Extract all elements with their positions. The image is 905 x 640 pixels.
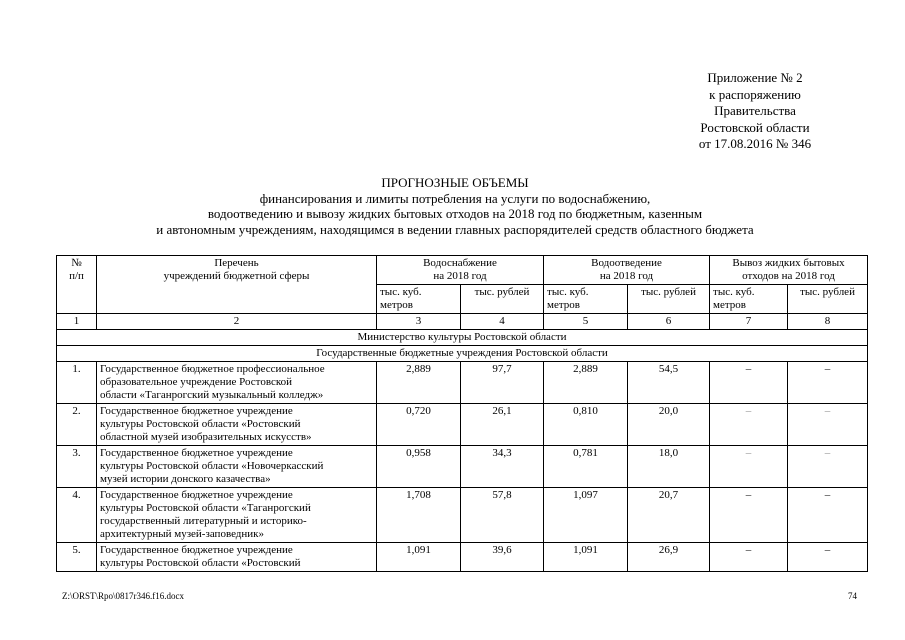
drain-rub: 54,5 [628,362,710,404]
row-number: 2. [57,404,97,446]
water-m3: 0,720 [377,404,461,446]
waste-m3: – [710,362,788,404]
document-title [100,175,810,237]
water-m3: 1,091 [377,543,461,572]
drain-m3: 0,810 [544,404,628,446]
header-institutions: Перечень учреждений бюджетной сферы [97,256,377,314]
appendix-line: Правительства [714,103,796,118]
unit-rub: тыс. рублей [788,285,868,314]
waste-rub: – [788,488,868,543]
column-number: 7 [710,314,788,330]
group-name: Государственные бюджетные учреждения Ростовской области [57,346,868,362]
column-number: 3 [377,314,461,330]
table-row [57,488,868,543]
row-number: 1. [57,362,97,404]
waste-rub: – [788,543,868,572]
institution-name: Государственное бюджетное учреждение культуры Ростовской области «Ростовский областной музей изобразительных искусств» [97,404,377,446]
unit-m3: тыс. куб. метров [710,285,788,314]
row-number: 4. [57,488,97,543]
header-waste-removal: Вывоз жидких бытовых отходов на 2018 год [710,256,868,285]
table-header-row [57,256,868,285]
drain-m3: 0,781 [544,446,628,488]
table-row [57,404,868,446]
appendix-line: Ростовской области [700,119,810,135]
institution-name: Государственное бюджетное учреждение культуры Ростовской области «Новочеркасский музей истории донского казачества» [97,446,377,488]
file-path: Z:\ORST\Rpo\0817r346.f16.docx [62,591,184,601]
water-rub: 97,7 [461,362,544,404]
row-number: 5. [57,543,97,572]
drain-rub: 20,7 [628,488,710,543]
unit-m3: тыс. куб. метров [377,285,461,314]
institution-name: Государственное бюджетное профессиональное образовательное учреждение Ростовской области «Таганрогский музыкальный колледж» [97,362,377,404]
header-drainage: Водоотведение на 2018 год [544,256,710,285]
drain-rub: 20,0 [628,404,710,446]
water-rub: 39,6 [461,543,544,572]
column-number: 6 [628,314,710,330]
drain-m3: 2,889 [544,362,628,404]
column-number: 4 [461,314,544,330]
water-m3: 2,889 [377,362,461,404]
table-row [57,446,868,488]
waste-rub: – [788,446,868,488]
drain-m3: 1,097 [544,488,628,543]
water-rub: 57,8 [461,488,544,543]
title-line: водоотведению и вывозу жидких бытовых отходов на 2018 год по бюджетным, казенным [207,206,703,221]
page-number: 74 [848,591,857,601]
title-line: и автономным учреждениям, находящимся в ведении главных распорядителей средств областного бюджета [156,221,754,237]
institution-name: Государственное бюджетное учреждение культуры Ростовской области «Таганрогский государственный литературный и историко- архитектурный музей-заповедник» [97,488,377,543]
header-number: № п/п [57,256,97,314]
water-rub: 26,1 [461,404,544,446]
table-row [57,543,868,572]
column-number-row [57,314,868,330]
appendix-block [660,70,850,153]
waste-m3: – [710,446,788,488]
unit-m3: тыс. куб. метров [544,285,628,314]
waste-m3: – [710,404,788,446]
table-row [57,362,868,404]
column-number: 8 [788,314,868,330]
title-heading: ПРОГНОЗНЫЕ ОБЪЕМЫ [381,175,529,190]
drain-rub: 26,9 [628,543,710,572]
water-m3: 0,958 [377,446,461,488]
waste-rub: – [788,362,868,404]
water-rub: 34,3 [461,446,544,488]
title-line: финансирования и лимиты потребления на услуги по водоснабжению, [259,190,651,206]
group-row [57,346,868,362]
unit-rub: тыс. рублей [461,285,544,314]
appendix-line: к распоряжению [709,86,801,102]
drain-m3: 1,091 [544,543,628,572]
column-number: 1 [57,314,97,330]
appendix-line: от 17.08.2016 № 346 [698,136,812,151]
appendix-line: Приложение № 2 [707,70,803,85]
waste-rub: – [788,404,868,446]
header-water-supply: Водоснабжение на 2018 год [377,256,544,285]
row-number: 3. [57,446,97,488]
column-number: 2 [97,314,377,330]
column-number: 5 [544,314,628,330]
ministry-row [57,330,868,346]
institution-name: Государственное бюджетное учреждение культуры Ростовской области «Ростовский [97,543,377,572]
water-m3: 1,708 [377,488,461,543]
budget-table [56,255,868,572]
drain-rub: 18,0 [628,446,710,488]
ministry-name: Министерство культуры Ростовской области [57,330,868,346]
unit-rub: тыс. рублей [628,285,710,314]
waste-m3: – [710,488,788,543]
waste-m3: – [710,543,788,572]
